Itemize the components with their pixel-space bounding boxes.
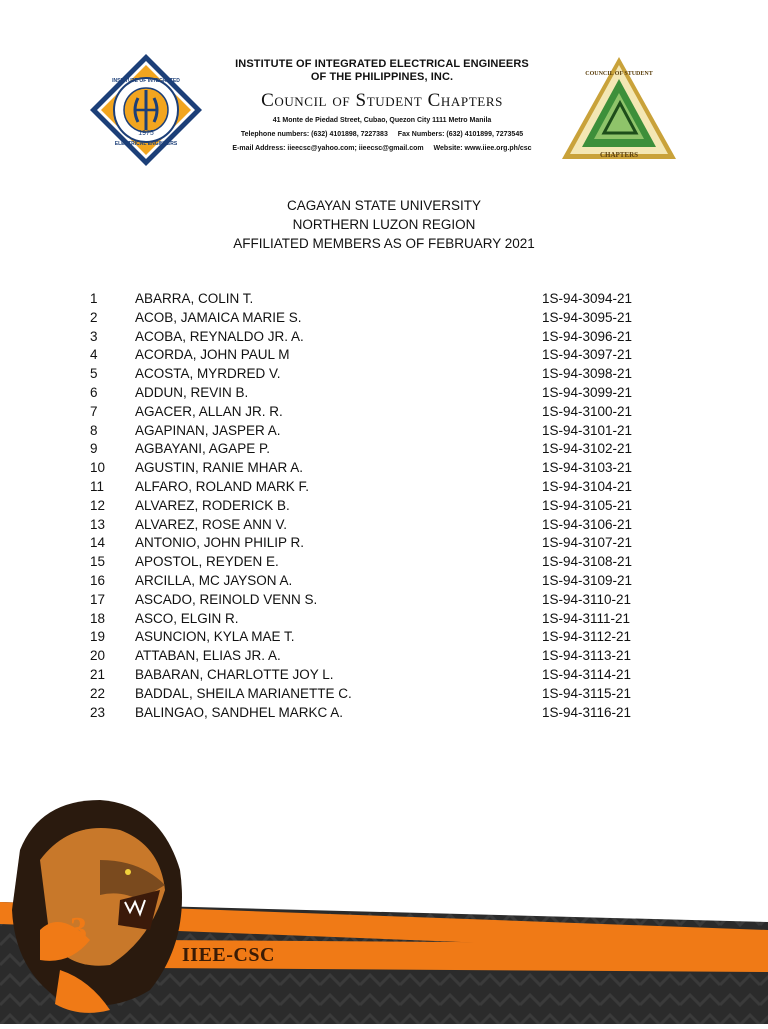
org-phones: [222, 130, 542, 140]
member-name: AGUSTIN, RANIE MHAR A.: [135, 460, 304, 476]
member-row: [90, 328, 650, 347]
member-number: 10: [90, 460, 106, 476]
member-number: 20: [90, 648, 106, 664]
member-row: [90, 440, 650, 459]
member-number: 22: [90, 685, 106, 701]
member-row: [90, 647, 650, 666]
member-code: 1S-94-3111-21: [542, 610, 631, 626]
member-row: [90, 403, 650, 422]
member-name: APOSTOL, REYDEN E.: [135, 554, 279, 570]
letterhead: [0, 0, 768, 180]
member-row: [90, 610, 650, 629]
member-name: BALINGAO, SANDHEL MARKC A.: [135, 704, 344, 720]
member-number: 11: [90, 478, 105, 494]
member-number: 5: [90, 366, 98, 382]
member-code: 1S-94-3102-21: [542, 441, 633, 457]
member-name: ADDUN, REVIN B.: [135, 384, 249, 400]
member-code: 1S-94-3113-21: [542, 648, 632, 664]
member-row: [90, 516, 650, 535]
footer-graphic: [0, 790, 768, 1024]
council-ring-bottom: CHAPTERS: [599, 151, 639, 159]
member-number: 13: [90, 516, 106, 532]
member-name: BADDAL, SHEILA MARIANETTE C.: [135, 685, 352, 701]
member-code: 1S-94-3114-21: [542, 666, 632, 682]
member-name: ACORDA, JOHN PAUL M: [135, 347, 290, 363]
member-row: [90, 572, 650, 591]
member-row: [90, 628, 650, 647]
seal-ring-top: INSTITUTE OF INTEGRATED: [112, 78, 180, 84]
member-number: 1: [90, 291, 98, 306]
member-name: ABARRA, COLIN T.: [135, 291, 254, 306]
member-number: 16: [90, 572, 106, 588]
org-name-line1: INSTITUTE OF INTEGRATED ELECTRICAL ENGINEERS: [235, 58, 529, 70]
seal-ring-bottom: ELECTRICAL ENGINEERS: [114, 141, 178, 147]
member-row: [90, 422, 650, 441]
member-code: 1S-94-3106-21: [542, 516, 633, 532]
org-name-line2: OF THE PHILIPPINES, INC.: [310, 71, 454, 83]
brand-wordmark: IIEE-CSC: [182, 944, 275, 966]
member-name: ASCO, ELGIN R.: [135, 610, 239, 626]
website: Website: www.iiee.org.ph/csc: [433, 145, 532, 152]
member-row: [90, 365, 650, 384]
member-number: 23: [90, 704, 106, 720]
member-code: 1S-94-3109-21: [542, 572, 633, 588]
member-code: 1S-94-3100-21: [542, 403, 633, 419]
council-title: Council of Student Chapters: [261, 90, 503, 111]
member-name: ACOBA, REYNALDO JR. A.: [135, 328, 304, 344]
telephone-numbers: Telephone numbers: (632) 4101898, 7227383: [240, 131, 388, 138]
member-row: [90, 290, 650, 309]
member-row: [90, 666, 650, 685]
member-code: 1S-94-3096-21: [542, 328, 633, 344]
member-name: ALVAREZ, RODERICK B.: [135, 497, 290, 513]
member-row: [90, 704, 650, 723]
member-code: 1S-94-3112-21: [542, 629, 632, 645]
member-name: ALVAREZ, ROSE ANN V.: [135, 516, 288, 532]
list-heading: AFFILIATED MEMBERS AS OF FEBRUARY 2021: [233, 236, 535, 251]
member-code: 1S-94-3098-21: [542, 366, 633, 382]
member-code: 1S-94-3101-21: [542, 422, 633, 438]
member-code: 1S-94-3104-21: [542, 478, 633, 494]
member-name: AGACER, ALLAN JR. R.: [135, 403, 283, 419]
member-name: ASUNCION, KYLA MAE T.: [135, 629, 295, 645]
member-code: 1S-94-3108-21: [542, 554, 633, 570]
member-number: 7: [90, 403, 98, 419]
member-name: ANTONIO, JOHN PHILIP R.: [135, 535, 305, 551]
member-name: ASCADO, REINOLD VENN S.: [135, 591, 318, 607]
member-name: AGAPINAN, JASPER A.: [135, 422, 281, 438]
member-code: 1S-94-3110-21: [542, 591, 632, 607]
org-contacts: [222, 144, 542, 154]
member-code: 1S-94-3099-21: [542, 384, 633, 400]
region-name: NORTHERN LUZON REGION: [292, 217, 476, 232]
member-code: 1S-94-3116-21: [542, 704, 632, 720]
member-name: BABARAN, CHARLOTTE JOY L.: [135, 666, 334, 682]
member-number: 14: [90, 535, 106, 551]
member-list: [90, 290, 650, 722]
email-address: E-mail Address: iieecsc@yahoo.com; iieecsc@gmail.com: [232, 145, 424, 152]
member-code: 1S-94-3094-21: [542, 291, 633, 306]
member-name: ACOSTA, MYRDRED V.: [135, 366, 281, 382]
member-number: 4: [90, 347, 98, 363]
member-row: [90, 384, 650, 403]
member-code: 1S-94-3115-21: [542, 685, 632, 701]
member-number: 8: [90, 422, 98, 438]
member-number: 17: [90, 591, 106, 607]
member-code: 1S-94-3097-21: [542, 347, 633, 363]
member-name: ARCILLA, MC JAYSON A.: [135, 572, 293, 588]
member-number: 18: [90, 610, 106, 626]
seal-year: 1975: [138, 130, 154, 137]
member-row: [90, 309, 650, 328]
member-code: 1S-94-3105-21: [542, 497, 633, 513]
member-row: [90, 346, 650, 365]
member-code: 1S-94-3107-21: [542, 535, 633, 551]
member-row: [90, 553, 650, 572]
member-name: ATTABAN, ELIAS JR. A.: [135, 648, 281, 664]
member-number: 2: [90, 309, 98, 325]
member-number: 15: [90, 554, 106, 570]
member-number: 3: [90, 328, 98, 344]
member-row: [90, 459, 650, 478]
member-number: 12: [90, 497, 106, 513]
council-triangle-icon: [560, 55, 678, 163]
svg-text:3: 3: [70, 911, 87, 948]
footer-banner: [0, 790, 768, 1024]
member-code: 1S-94-3103-21: [542, 460, 633, 476]
member-row: [90, 685, 650, 704]
member-row: [90, 478, 650, 497]
member-code: 1S-94-3095-21: [542, 309, 633, 325]
member-number: 19: [90, 629, 106, 645]
member-row: [90, 497, 650, 516]
member-name: AGBAYANI, AGAPE P.: [135, 441, 271, 457]
university-name: CAGAYAN STATE UNIVERSITY: [286, 198, 482, 213]
member-row: [90, 534, 650, 553]
member-number: 21: [90, 666, 106, 682]
member-number: 6: [90, 384, 98, 400]
member-name: ACOB, JAMAICA MARIE S.: [135, 309, 302, 325]
council-ring-top: COUNCIL OF STUDENT: [585, 71, 653, 77]
member-number: 9: [90, 441, 98, 457]
fax-numbers: Fax Numbers: (632) 4101899, 7273545: [397, 131, 524, 138]
member-name: ALFARO, ROLAND MARK F.: [135, 478, 310, 494]
letterhead-text: [222, 58, 542, 154]
document-title: [0, 196, 768, 253]
org-address: 41 Monte de Piedad Street, Cubao, Quezon City 1111 Metro Manila: [272, 117, 492, 124]
member-row: [90, 591, 650, 610]
iiee-seal-icon: [88, 52, 204, 168]
